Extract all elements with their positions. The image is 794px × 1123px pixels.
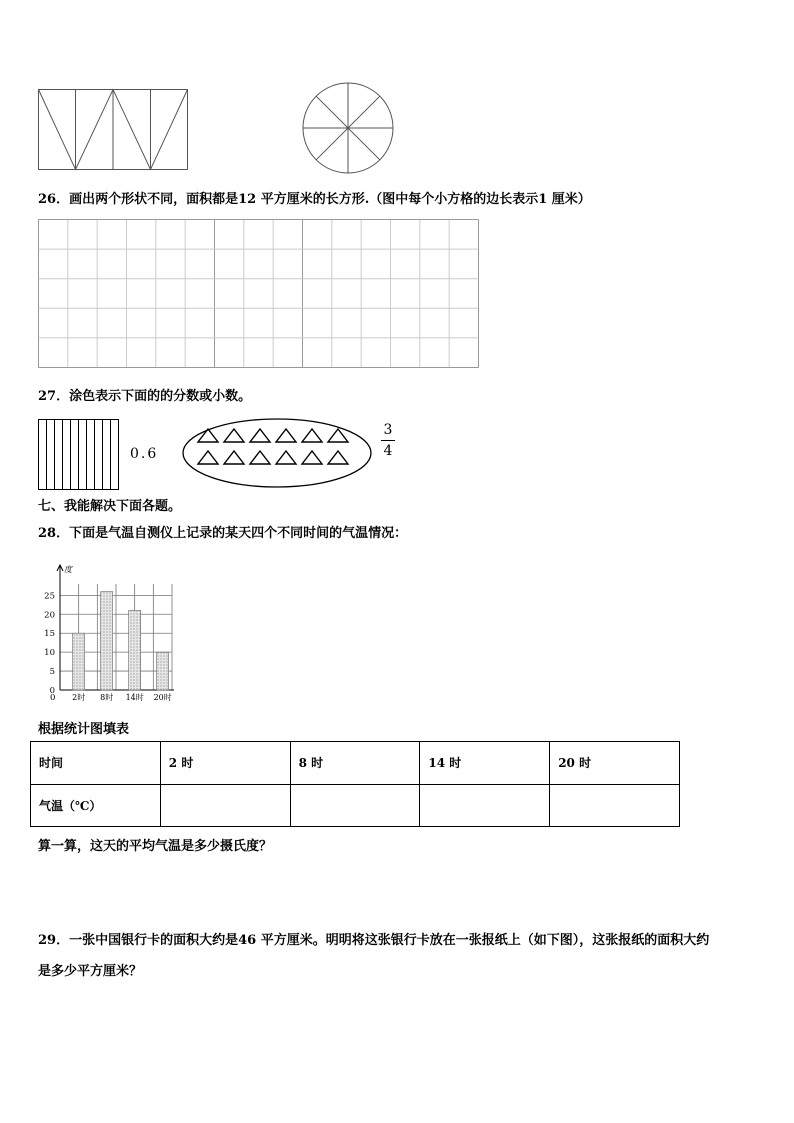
temperature-fill-table <box>30 741 680 827</box>
ten-strip-rectangle <box>38 419 120 491</box>
answer-cell[interactable] <box>290 784 420 827</box>
bar <box>73 633 85 690</box>
table-row-label: 气温（℃） <box>31 784 161 827</box>
x-tick-label: 20时 <box>153 693 172 702</box>
question-text-line-2: 是多少平方厘米？ <box>38 964 143 979</box>
temperature-bar-chart <box>40 562 200 702</box>
y-tick-label: 15 <box>44 629 55 640</box>
x-tick-label: 8时 <box>100 693 114 702</box>
y-axis-label: 度 <box>64 565 72 574</box>
table-header-cell: 2 时 <box>160 742 290 785</box>
fraction-denominator: 4 <box>383 443 393 459</box>
followup-question: 算一算，这天的平均气温是多少摄氏度？ <box>38 839 273 854</box>
question-number: 28． <box>38 526 70 541</box>
fraction-numerator: 3 <box>383 422 393 438</box>
question-text: 画出两个形状不同，面积都是12 平方厘米的长方形.（图中每个小方格的边长表示1 厘米） <box>69 192 591 207</box>
section-title: 七、我能解决下面各题。 <box>38 499 182 514</box>
fraction-bar <box>381 440 395 441</box>
table-row <box>31 784 680 827</box>
question-number: 27． <box>38 389 70 404</box>
x-tick-label: 14时 <box>125 693 144 702</box>
ellipse-with-triangles <box>182 418 372 488</box>
table-header-cell: 20 时 <box>550 742 680 785</box>
bar <box>129 611 141 691</box>
question-number: 29． <box>38 933 70 948</box>
question-number: 26． <box>38 192 70 207</box>
decimal-label: 0.6 <box>130 446 159 462</box>
table-row <box>31 742 680 785</box>
origin-label: 0 <box>50 693 56 703</box>
fraction-three-quarters <box>381 422 395 459</box>
square-grid <box>38 219 480 369</box>
fill-table-heading: 根据统计图填表 <box>38 722 130 737</box>
y-tick-label: 0 <box>49 686 55 696</box>
question-text: 涂色表示下面的的分数或小数。 <box>69 389 252 404</box>
answer-cell[interactable] <box>420 784 550 827</box>
question-26 <box>38 188 591 207</box>
question-text: 下面是气温自测仪上记录的某天四个不同时间的气温情况： <box>69 526 408 541</box>
y-tick-label: 5 <box>49 667 55 678</box>
y-tick-label: 10 <box>44 648 55 659</box>
table-header-cell: 8 时 <box>290 742 420 785</box>
answer-cell[interactable] <box>160 784 290 827</box>
question-29 <box>38 929 709 948</box>
table-header-cell: 时间 <box>31 742 161 785</box>
question-28 <box>38 522 407 541</box>
rectangle-zigzag-figure <box>38 89 190 171</box>
circle-eight-sectors-figure <box>302 82 394 174</box>
question-27 <box>38 385 251 404</box>
y-tick-label: 20 <box>44 610 55 621</box>
bar <box>101 592 113 690</box>
x-tick-label: 2时 <box>72 693 86 702</box>
question-text-line-1: 一张中国银行卡的面积大约是46 平方厘米。明明将这张银行卡放在一张报纸上（如下图），这张报纸的面积大约 <box>69 933 710 948</box>
bar <box>157 652 169 690</box>
y-tick-label: 25 <box>44 591 55 602</box>
table-header-cell: 14 时 <box>420 742 550 785</box>
answer-cell[interactable] <box>550 784 680 827</box>
